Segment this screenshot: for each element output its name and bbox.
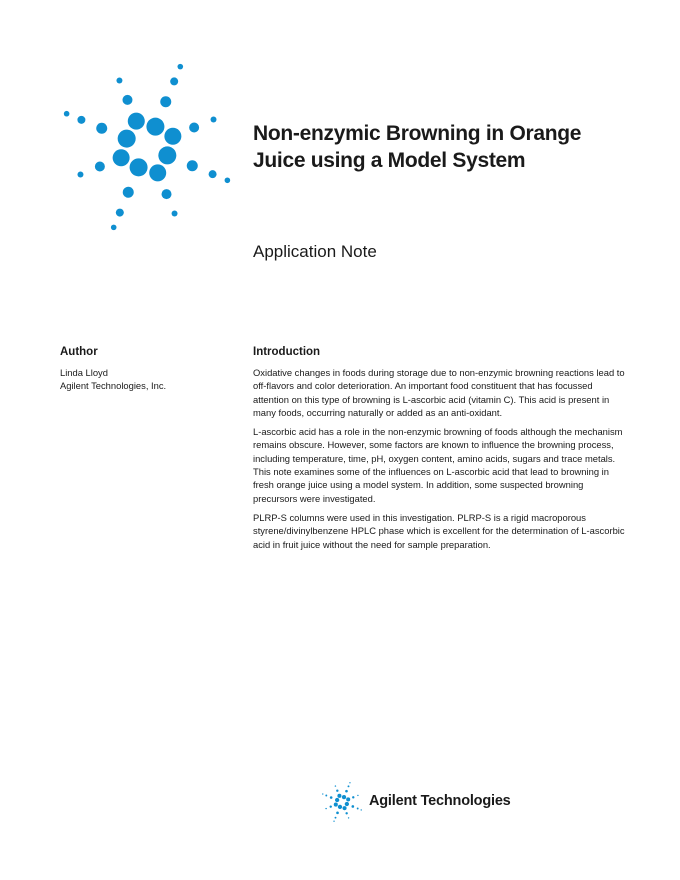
spark-dot [116,209,124,217]
introduction-paragraph-2: L-ascorbic acid has a role in the non-enzymic browning of foods although the mechanism remains obscure. However, some factors are known to influence the browning process, including temperature, time, pH, oxygen content, amino acids, sugars and trace metals. This note examines some of the influences on L-ascorbic acid that lead to browning in fresh orange juice using a model system. In addition, some suspected browning precursors were investigated. [253,426,623,504]
spark-dot [336,812,339,815]
spark-dot [337,794,341,798]
spark-dot [116,77,122,83]
title-line-1: Non-enzymic Browning in Orange [253,122,582,145]
agilent-spark-icon [320,780,364,824]
spark-dot [330,805,332,807]
author-section [60,345,240,393]
spark-dot [160,96,171,107]
author-company: Agilent Technologies, Inc. [60,380,167,392]
spark-dot [335,817,337,819]
spark-dot [352,805,355,808]
spark-dot [345,812,347,814]
document-title [253,120,653,174]
spark-dot [172,211,178,217]
title-line-2: Juice using a Model System [253,149,526,172]
spark-dot [335,785,336,786]
spark-dot [348,785,350,787]
spark-dot [77,172,83,178]
spark-dot [352,796,354,798]
document-subtitle: Application Note [253,242,377,261]
spark-dot [345,802,349,806]
spark-dot [361,809,362,810]
spark-dot [343,806,347,810]
spark-dot [346,797,350,801]
footer-company-name: Agilent Technologies [369,793,511,809]
footer-logo [320,780,540,824]
spark-dot [130,158,148,176]
spark-dot [113,149,130,166]
introduction-section [253,345,625,557]
author-heading: Author [60,346,98,358]
spark-dot [64,111,70,117]
spark-dot [77,116,85,124]
spark-dot [122,95,132,105]
spark-dot [334,803,338,807]
spark-dot [225,177,231,183]
spark-dot [345,790,348,793]
spark-dot [209,170,217,178]
spark-dot [96,123,107,134]
spark-dot [164,128,181,145]
spark-dot [211,116,217,122]
spark-dot [146,118,164,136]
spark-dot [348,817,349,818]
spark-dot [342,795,346,799]
spark-dot [338,805,342,809]
spark-dot [330,796,333,799]
spark-dot [349,782,350,783]
spark-dot [149,164,166,181]
spark-dot [357,795,358,796]
introduction-paragraph-1: Oxidative changes in foods during storage due to non-enzymic browning reactions lead to off-flavors and color deterioration. An important food constituent that has focussed attention on this type of browning is L-ascorbic acid (vitamin C). This acid is present in many foods, occurring naturally or added as an anti-oxidant. [253,367,625,418]
introduction-heading: Introduction [253,346,321,358]
agilent-spark-logo [55,55,239,239]
spark-dot [128,113,145,130]
spark-dot [357,808,359,810]
spark-dot [189,122,199,132]
spark-dot [123,187,134,198]
spark-dot [325,795,327,797]
spark-dot [333,821,334,822]
spark-dot [95,162,105,172]
spark-dot [187,160,198,171]
spark-dot [336,790,338,792]
spark-dot [325,808,326,809]
spark-dot [118,130,136,148]
spark-dot [322,793,323,794]
spark-dot [162,189,172,199]
spark-dot [158,146,176,164]
introduction-paragraph-3: PLRP-S columns were used in this investigation. PLRP-S is a rigid macroporous styrene/divinylbenzene HPLC phase which is excellent for the determination of L-ascorbic acid in fruit juice without the need for sample preparation. [253,511,625,550]
spark-dot [177,64,183,70]
spark-dot [170,77,178,85]
author-name: Linda Lloyd [60,367,108,378]
spark-dot [335,798,339,802]
spark-dot [111,225,117,231]
